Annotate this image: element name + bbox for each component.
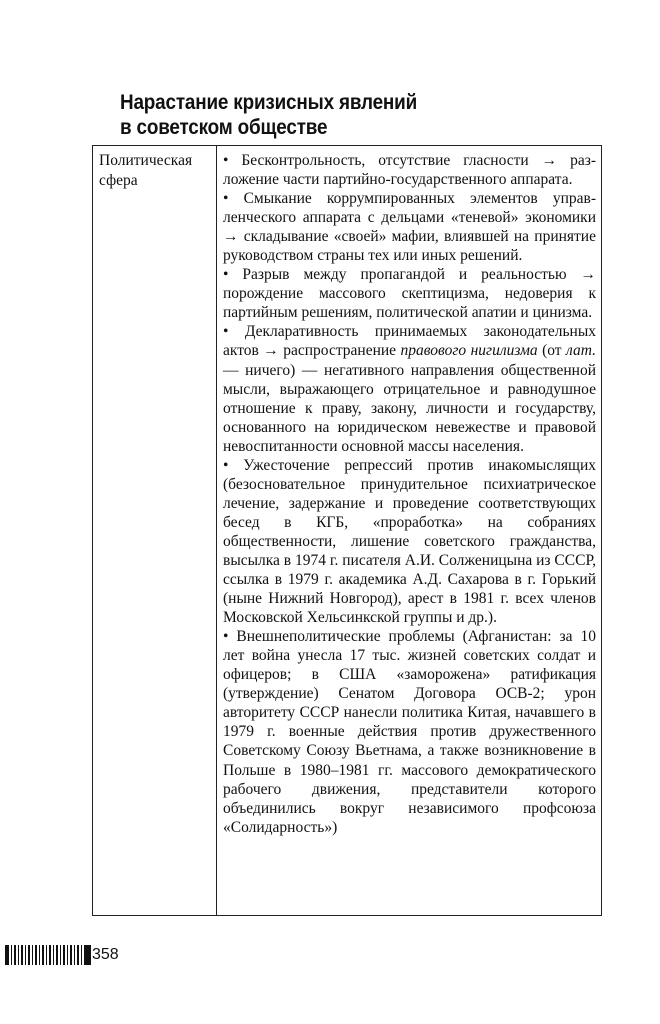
item-text: • Декларативность принимаемых законодательных актов → распространение	[223, 323, 596, 360]
page-edge-barcode	[5, 945, 91, 965]
latin-abbrev: лат.	[566, 342, 597, 360]
section-heading	[120, 90, 534, 140]
page-number: 358	[92, 946, 119, 963]
list-item: • Смыкание коррумпированных элементов управленческого аппарата с дельцами «теневой» экономики → складывание «своей» мафии, влиявшей на принятие руководством страны тех или иных решений.	[223, 190, 596, 265]
list-item: • Разрыв между пропагандой и реальностью → порождение массового скептицизма, недоверия к партийным решениям, политической апатии и цинизма.	[223, 266, 596, 322]
list-item: • Ужесточение репрессий против инакомыслящих (безосновательное принудительное психиатрическое лечение, задержание и проведение соответствующих бесед в КГБ, «проработка» на собраниях общественности, лишение советского гражданства, высылка в 1974 г. писателя А.И. Солженицына из СССР, ссылка в 1979 г. академика А.Д. Сахарова в г. Горький (ныне Нижний Новгород), арест в 1981 г. всех членов Московской Хельсинкской группы и др.).	[223, 456, 596, 627]
list-item: • Внешнеполитические проблемы (Афганистан: за 10 лет война унесла 17 тыс. жизней советских солдат и офицеров; в США «заморожена» ратификация (утверждение) Сенатом Договора ОСВ-2; урон авторитету СССР нанесли политика Китая, начавшего в 1979 г. военные действия против дружественного Советскому Союзу Вьетнама, а также возникновение в Польше в 1980–1981 гг. массового демократического рабочего движения, представители которого объединились вокруг независимого профсоюза «Солидарность»)	[223, 628, 596, 836]
category-cell	[99, 151, 214, 191]
list-item: • Бесконтрольность, отсутствие гласности → разложение части партийно-государственного аппарата.	[223, 152, 596, 189]
category-line-2: сфера	[99, 172, 138, 189]
crisis-table	[92, 145, 602, 916]
heading-line-2: в советском обществе	[120, 116, 328, 139]
column-divider	[216, 146, 217, 915]
list-item	[223, 322, 596, 455]
heading-line-1: Нарастание кризисных явлений	[120, 91, 418, 114]
item-text: — ничего) — негативного направления общественной мысли, выражающего отрицательное и равнодушное отношение к праву, закону, личности и государству, основанного на юридическом невежестве и правовой невоспитанности основной массы населения.	[223, 361, 596, 455]
item-text: (от	[537, 342, 567, 360]
category-line-1: Политическая	[99, 152, 193, 169]
term-italic: правового нигилизма	[400, 342, 538, 360]
description-cell	[223, 151, 596, 837]
